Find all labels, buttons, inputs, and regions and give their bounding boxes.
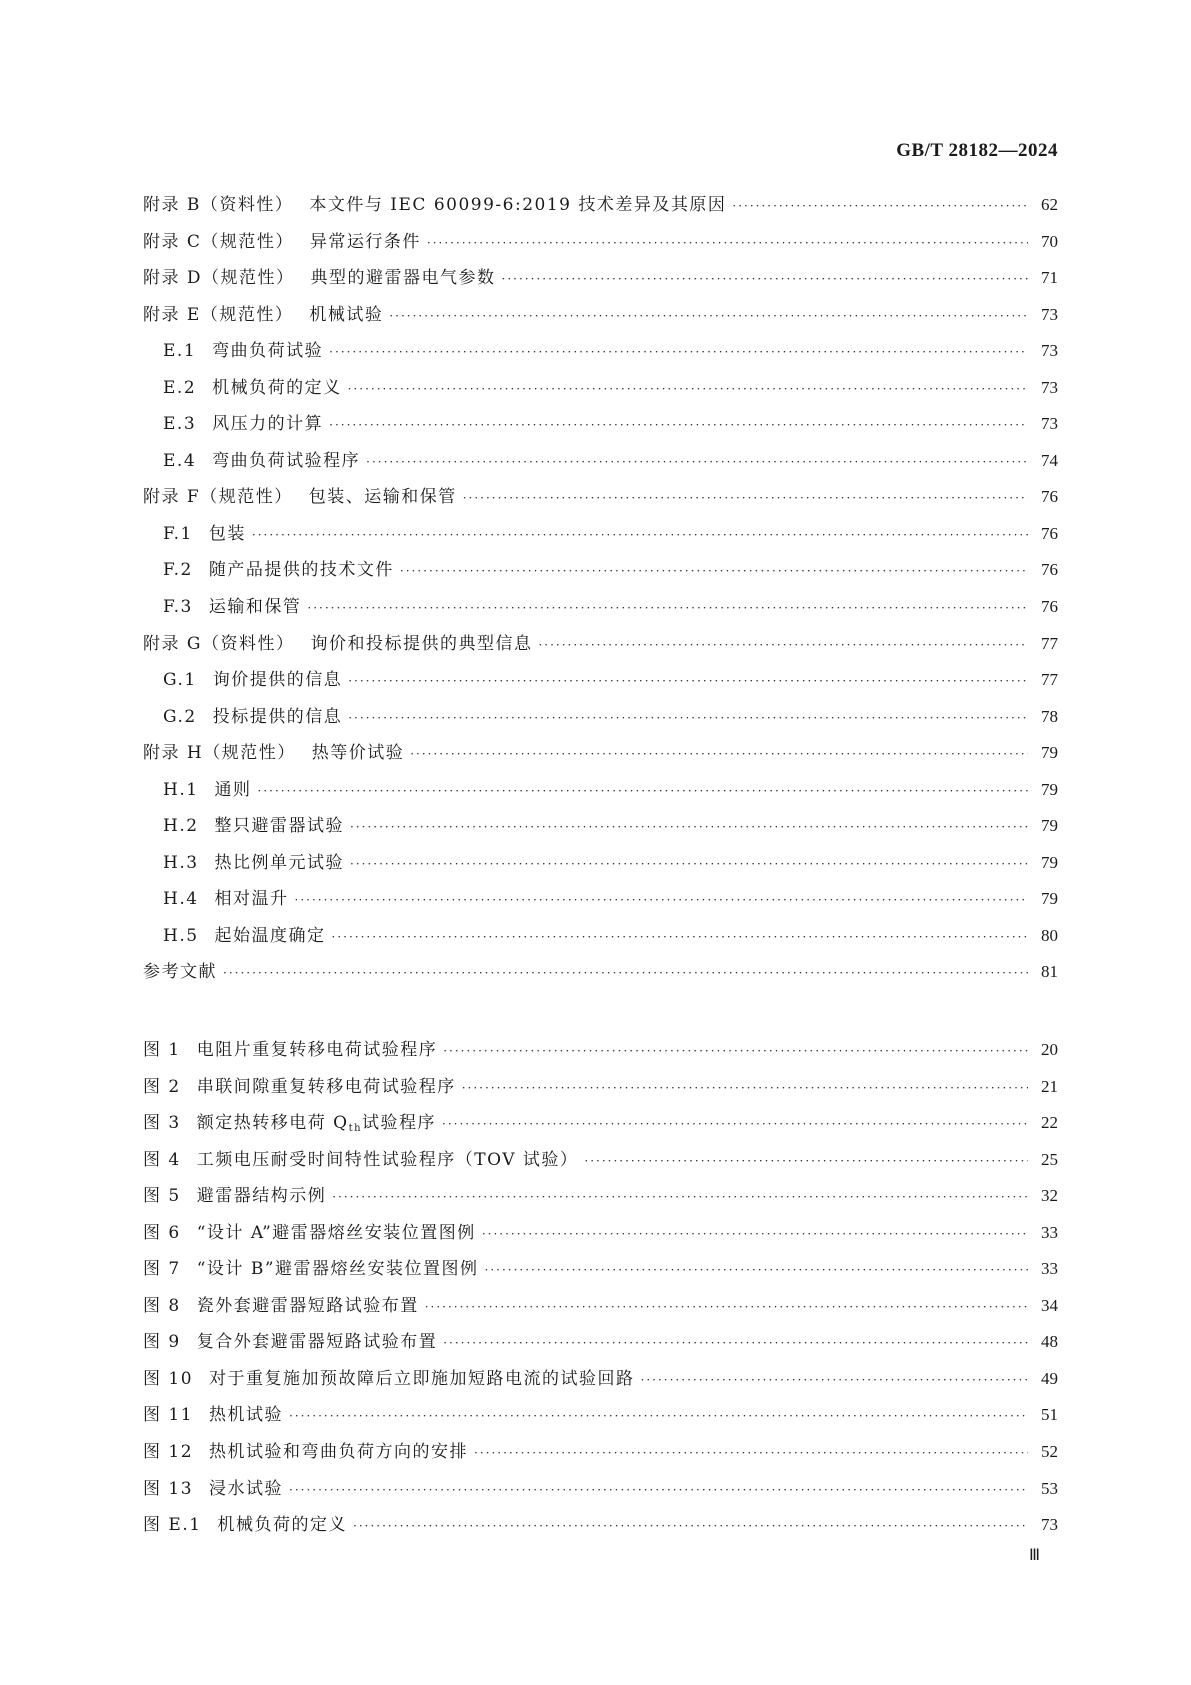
entry-title: [209, 592, 302, 617]
entry-title-text: 热比例单元试验: [214, 852, 345, 873]
entry-page-number: 73: [1041, 341, 1058, 361]
entry-page-number: 76: [1041, 487, 1058, 507]
entry-prefix: 图 4: [143, 1149, 181, 1170]
dot-leader: [223, 966, 1028, 980]
entry-title: [209, 1474, 283, 1499]
dot-leader: [482, 1227, 1028, 1241]
entry-prefix: 图 8: [143, 1295, 181, 1316]
toc-entry[interactable]: [143, 957, 1058, 994]
entry-prefix: 图 11: [143, 1405, 194, 1426]
entry-prefix: 图 5: [143, 1186, 181, 1207]
entry-title-text: 随产品提供的技术文件: [208, 560, 394, 581]
entry-prefix: E.3: [163, 414, 197, 435]
entry-page-number: 79: [1041, 779, 1058, 799]
dot-leader: [289, 1483, 1028, 1497]
dot-leader: [462, 1081, 1028, 1095]
dot-leader: [295, 893, 1028, 907]
entry-title-text: 相对温升: [214, 889, 289, 910]
entry-page-number: 25: [1041, 1149, 1058, 1169]
entry-prefix: 图 2: [143, 1076, 181, 1097]
dot-leader: [427, 236, 1028, 250]
entry-page-number: 73: [1041, 304, 1058, 324]
entry-page-number: 79: [1041, 889, 1058, 909]
entry-prefix: 图 7: [143, 1259, 181, 1280]
toc-entry[interactable]: [143, 336, 1058, 373]
dot-leader: [485, 1263, 1028, 1277]
entry-title: [212, 373, 342, 398]
entry-prefix: H.5: [163, 925, 199, 946]
entry-page-number: 33: [1041, 1222, 1058, 1242]
dot-leader: [443, 1336, 1028, 1350]
entry-title: [212, 446, 360, 471]
toc-entry[interactable]: [143, 482, 1058, 519]
toc-entry[interactable]: [143, 446, 1058, 483]
entry-title-text: 浸水试验: [209, 1478, 284, 1499]
dot-leader: [332, 1190, 1028, 1204]
dot-leader: [463, 491, 1028, 505]
toc-entry[interactable]: [143, 373, 1058, 410]
entry-title: [215, 921, 326, 946]
entry-title-text: 起始温度确定: [214, 925, 326, 946]
entry-page-number: 73: [1041, 377, 1058, 397]
toc-entry[interactable]: [143, 555, 1058, 592]
entry-prefix: H.2: [163, 816, 199, 837]
entry-page-number: 76: [1041, 523, 1058, 543]
entry-prefix: 附录 C（规范性）: [143, 231, 294, 252]
entry-title-text: 对于重复施加预故障后立即施加短路电流的试验回路: [209, 1368, 635, 1389]
entry-prefix: 图 13: [143, 1478, 194, 1499]
entry-title: [215, 884, 289, 909]
entry-prefix: F.3: [163, 597, 193, 618]
entry-prefix: E.2: [163, 377, 197, 398]
entry-title-text: 询价提供的信息: [212, 670, 343, 691]
entry-prefix: H.3: [163, 852, 199, 873]
entry-title: [197, 1035, 438, 1060]
toc-entry[interactable]: [143, 775, 1058, 812]
entry-title-text: 典型的避雷器电气参数: [310, 268, 496, 289]
toc-entry[interactable]: [143, 629, 1058, 666]
dot-leader: [502, 272, 1028, 286]
entry-page-number: 73: [1041, 1515, 1058, 1535]
entry-page-number: 70: [1041, 231, 1058, 251]
entry-title-text: 整只避雷器试验: [214, 816, 345, 837]
appendix-contents-list: [143, 190, 1058, 994]
entry-title: [197, 1181, 327, 1206]
entry-title: [309, 190, 726, 215]
entry-page-number: 77: [1041, 633, 1058, 653]
entry-page-number: 80: [1041, 925, 1058, 945]
entry-prefix: G.2: [163, 706, 197, 727]
entry-page-number: 48: [1041, 1332, 1058, 1352]
entry-prefix: 图 9: [143, 1332, 181, 1353]
toc-entry[interactable]: [143, 884, 1058, 921]
entry-title: [215, 811, 345, 836]
toc-entry[interactable]: [143, 519, 1058, 556]
entry-page-number: 79: [1041, 816, 1058, 836]
dot-leader: [443, 1044, 1028, 1058]
document-code: GB/T 28182—2024: [896, 140, 1058, 161]
toc-entry[interactable]: [143, 190, 1058, 227]
dot-leader: [348, 711, 1028, 725]
entry-title: [197, 1108, 436, 1134]
entry-title: [197, 1291, 419, 1316]
dot-leader: [350, 857, 1028, 871]
entry-title: [197, 1327, 438, 1352]
entry-page-number: 71: [1041, 268, 1058, 288]
toc-entry[interactable]: [143, 665, 1058, 702]
figure-contents-list: [143, 1035, 1058, 1547]
entry-page-number: 52: [1041, 1442, 1058, 1462]
entry-page-number: 21: [1041, 1076, 1058, 1096]
dot-leader: [350, 820, 1028, 834]
entry-page-number: 22: [1041, 1113, 1058, 1133]
toc-entry[interactable]: [143, 848, 1058, 885]
entry-prefix: F.1: [163, 523, 193, 544]
entry-title-text: 风压力的计算: [212, 414, 324, 435]
entry-title: [309, 300, 383, 325]
entry-prefix: 图 12: [143, 1442, 194, 1463]
entry-title-text: 机械负荷的定义: [212, 377, 342, 398]
entry-prefix: 附录 H（规范性）: [143, 743, 296, 764]
entry-page-number: 51: [1041, 1405, 1058, 1425]
entry-page-number: 79: [1041, 743, 1058, 763]
entry-title-text: 额定热转移电荷 Q: [196, 1113, 349, 1134]
entry-title-text: “设计 A”避雷器熔丝安装位置图例: [196, 1222, 476, 1243]
entry-title-text: 包装: [208, 523, 246, 544]
toc-entry[interactable]: [143, 592, 1058, 629]
entry-title-text-after: 试验程序: [362, 1113, 437, 1134]
entry-title-text: 运输和保管: [208, 597, 302, 618]
entry-title-text: 串联间隙重复转移电荷试验程序: [196, 1076, 456, 1097]
dot-leader: [348, 382, 1028, 396]
entry-title: [213, 702, 343, 727]
entry-prefix: H.1: [163, 779, 199, 800]
entry-title: [143, 957, 217, 982]
entry-page-number: 49: [1041, 1368, 1058, 1388]
toc-entry[interactable]: [143, 738, 1058, 775]
entry-page-number: 76: [1041, 597, 1058, 617]
entry-page-number: 32: [1041, 1186, 1058, 1206]
entry-title-subscript: th: [348, 1123, 363, 1135]
dot-leader: [474, 1446, 1028, 1460]
dot-leader: [584, 1154, 1028, 1168]
entry-prefix: E.4: [163, 450, 197, 471]
entry-title-text: 瓷外套避雷器短路试验布置: [196, 1295, 419, 1316]
entry-title-text: 机械负荷的定义: [217, 1515, 348, 1536]
entry-title-text: 热等价试验: [311, 743, 405, 764]
figure-entry[interactable]: [143, 1327, 1058, 1364]
entry-title-text: 热机试验: [209, 1405, 284, 1426]
entry-page-number: 62: [1041, 195, 1058, 214]
entry-title: [215, 848, 345, 873]
entry-page-number: 78: [1041, 706, 1058, 726]
entry-title: [197, 1218, 476, 1243]
toc-entry[interactable]: [143, 300, 1058, 337]
entry-page-number: 77: [1041, 670, 1058, 690]
entry-title-text: 弯曲负荷试验程序: [212, 450, 361, 471]
toc-entry[interactable]: [143, 227, 1058, 264]
entry-title: [309, 482, 457, 507]
entry-title-text: 工频电压耐受时间特性试验程序（TOV 试验）: [196, 1149, 579, 1170]
dot-leader: [425, 1300, 1028, 1314]
dot-leader: [400, 564, 1028, 578]
entry-prefix: H.4: [163, 889, 199, 910]
entry-title: [197, 1254, 479, 1279]
dot-leader: [410, 747, 1028, 761]
entry-page-number: 81: [1041, 962, 1058, 982]
entry-title: [215, 775, 252, 800]
dot-leader: [329, 418, 1028, 432]
entry-title: [209, 519, 246, 544]
entry-page-number: 76: [1041, 560, 1058, 580]
figure-entry[interactable]: [143, 1254, 1058, 1291]
entry-title-text: 投标提供的信息: [212, 706, 343, 727]
entry-title-text: 热机试验和弯曲负荷方向的安排: [209, 1442, 469, 1463]
dot-leader: [329, 345, 1028, 359]
entry-title: [312, 738, 405, 763]
figure-entry[interactable]: [143, 1437, 1058, 1474]
entry-page-number: 73: [1041, 414, 1058, 434]
entry-prefix: 附录 E（规范性）: [143, 304, 294, 325]
dot-leader: [442, 1117, 1028, 1131]
figure-entry[interactable]: [143, 1400, 1058, 1437]
figure-entry[interactable]: [143, 1145, 1058, 1182]
entry-prefix: 附录 B（资料性）: [143, 195, 294, 215]
figure-entry[interactable]: [143, 1291, 1058, 1328]
entry-title-text: 包装、运输和保管: [308, 487, 457, 508]
entry-title: [197, 1145, 579, 1170]
entry-prefix: 附录 D（规范性）: [143, 268, 295, 289]
figure-entry[interactable]: [143, 1364, 1058, 1401]
entry-title-text: 弯曲负荷试验: [212, 341, 324, 362]
dot-leader: [389, 309, 1028, 323]
entry-title-text: 复合外套避雷器短路试验布置: [196, 1332, 438, 1353]
entry-prefix: 图 E.1: [143, 1515, 202, 1536]
figure-entry[interactable]: [143, 1072, 1058, 1109]
figure-entry[interactable]: [143, 1108, 1058, 1145]
entry-title-text: 本文件与 IEC 60099-6:2019 技术差异及其原因: [309, 195, 727, 215]
dot-leader: [307, 601, 1028, 615]
toc-entry[interactable]: [143, 702, 1058, 739]
entry-page-number: 53: [1041, 1478, 1058, 1498]
dot-leader: [538, 638, 1028, 652]
entry-title-text: “设计 B”避雷器熔丝安装位置图例: [196, 1259, 479, 1280]
toc-entry[interactable]: [143, 921, 1058, 958]
entry-title: [310, 227, 421, 252]
entry-prefix: F.2: [163, 560, 193, 581]
entry-prefix: 图 10: [143, 1368, 194, 1389]
entry-prefix: E.1: [163, 341, 197, 362]
entry-title-text: 询价和投标提供的典型信息: [310, 633, 533, 654]
entry-page-number: 74: [1041, 450, 1058, 470]
entry-title: [310, 629, 532, 654]
dot-leader: [366, 455, 1028, 469]
entry-page-number: 33: [1041, 1259, 1058, 1279]
figure-entry[interactable]: [143, 1218, 1058, 1255]
entry-title: [197, 1072, 456, 1097]
entry-title-text: 参考文献: [143, 962, 217, 983]
entry-title: [209, 1437, 468, 1462]
toc-entry[interactable]: [143, 811, 1058, 848]
dot-leader: [332, 930, 1028, 944]
entry-prefix: G.1: [163, 670, 197, 691]
entry-title-text: 机械试验: [309, 304, 384, 325]
entry-prefix: 图 6: [143, 1222, 181, 1243]
figure-entry[interactable]: [143, 1474, 1058, 1511]
dot-leader: [641, 1373, 1028, 1387]
entry-title: [212, 336, 323, 361]
toc-entry[interactable]: [143, 409, 1058, 446]
entry-title: [209, 555, 394, 580]
figure-entry[interactable]: [143, 1035, 1058, 1072]
entry-title: [213, 665, 343, 690]
entry-title-text: 异常运行条件: [309, 231, 421, 252]
entry-prefix: 图 3: [143, 1113, 181, 1134]
entry-title: [311, 263, 496, 288]
entry-title: [209, 1400, 283, 1425]
entry-page-number: 34: [1041, 1295, 1058, 1315]
page-number: Ⅲ: [1029, 1547, 1041, 1564]
entry-title-text: 电阻片重复转移电荷试验程序: [196, 1040, 438, 1060]
entry-page-number: 20: [1041, 1040, 1058, 1059]
entry-page-number: 79: [1041, 852, 1058, 872]
entry-prefix: 图 1: [143, 1040, 181, 1060]
entry-prefix: 附录 G（资料性）: [143, 633, 295, 654]
entry-title: [218, 1510, 348, 1535]
dot-leader: [732, 199, 1028, 213]
entry-title: [212, 409, 323, 434]
entry-title-text: 避雷器结构示例: [196, 1186, 327, 1207]
dot-leader: [258, 784, 1028, 798]
dot-leader: [289, 1409, 1028, 1423]
dot-leader: [252, 528, 1028, 542]
dot-leader: [348, 674, 1028, 688]
dot-leader: [353, 1519, 1028, 1533]
figure-entry[interactable]: [143, 1181, 1058, 1218]
entry-title: [209, 1364, 635, 1389]
entry-prefix: 附录 F（规范性）: [143, 487, 293, 508]
toc-entry[interactable]: [143, 263, 1058, 300]
entry-title-text: 通则: [214, 779, 252, 800]
figure-entry[interactable]: [143, 1510, 1058, 1547]
